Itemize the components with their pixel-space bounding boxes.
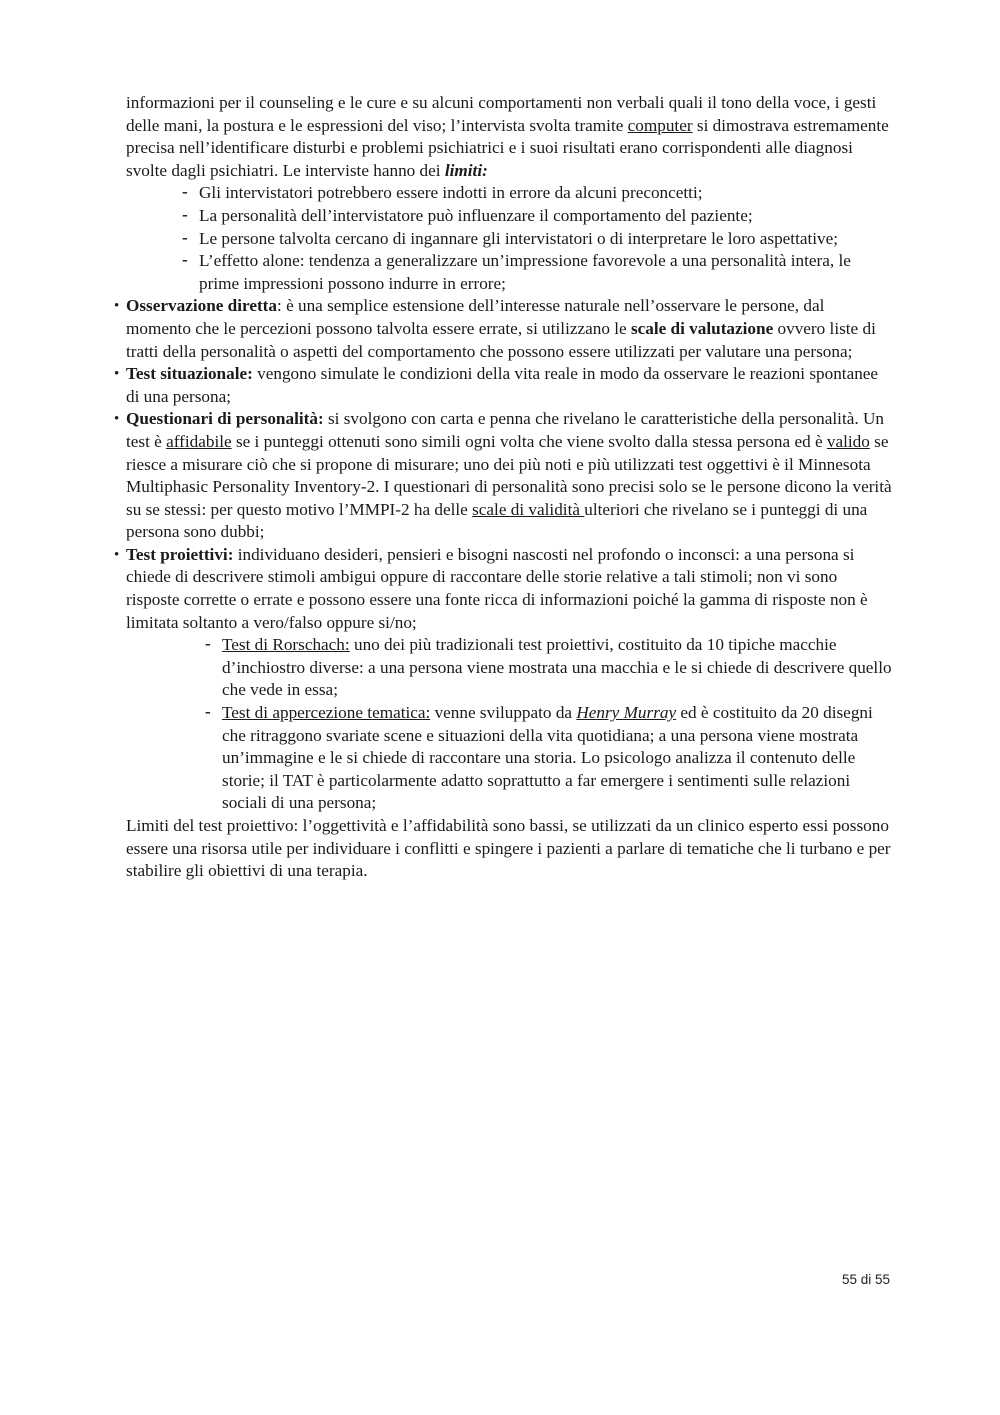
term-osservazione: Osservazione diretta [126,296,277,316]
bullet-test-proiettivi [126,544,892,634]
list-item: - La personalità dell’intervistatore può influenzare il comportamento del paziente; [199,205,892,228]
projective-tests-list [126,634,892,815]
questionari-text-1: si svolgono con carta e penna che rivelano le caratteristiche della personalità. Un test è [126,409,884,451]
scale-validita-link[interactable]: scale di validità [472,499,585,519]
rorschach-link[interactable]: Test di Rorschach: [222,635,350,655]
page-number: 55 di 55 [841,1272,890,1287]
term-situazionale: Test situazionale: [126,364,253,384]
tat-text-1: venne sviluppato da [430,703,577,723]
questionari-text-4: ulteriori che rivelano se i punteggi di una persona sono dubbi; [126,499,868,542]
document-body [126,92,892,883]
questionari-text-2: se i punteggi ottenuti sono simili ogni volta che viene svolto dalla stessa persona ed è [231,431,827,451]
projective-limits-paragraph: Limiti del test proiettivo: l’oggettività e l’affidabilità sono bassi, se utilizzati da un clinico esperto essi possono essere una risorsa utile per individuare i conflitti e spingere i pazienti a parlare di tematiche che li turbano e per stabilire gli obiettivi di una terapia. [126,816,891,881]
term-scale-valutazione: scale di valutazione [630,318,774,338]
bullet-test-situazionale [126,363,892,408]
bullet-questionari [126,408,892,544]
term-questionari: Questionari di personalità: [126,409,324,429]
intro-text-1: informazioni per il counseling e le cure e su alcuni comportamenti non verbali quali il tono della voce, i gesti delle mani, la postura e le espressioni del viso; l’intervista svolta tramite [126,93,877,135]
bullet-osservazione-diretta [126,295,892,363]
situazionale-text: vengono simulate le condizioni della vita reale in modo da osservare le reazioni spontanee di una persona; [126,364,879,406]
tat-text-2: ed è costituito da 20 disegni che ritraggono svariate scene e situazioni della vita quotidiana; a una persona viene mostrata un’immagine e le si chiede di raccontare una storia. Lo psicologo analizza il contenuto delle storie; il TAT è particolarmente adatto soprattutto a far emergere i sentimenti sulle relazioni sociali di una persona; [222,703,873,813]
list-item-tat [222,702,892,815]
rorschach-text: uno dei più tradizionali test proiettivi, costituito da 10 tipiche macchie d’inchiostro diverse: a una persona viene mostrata una macchia e le si chiede di descrivere quello che vede in essa; [222,635,892,700]
list-item: - L’effetto alone: tendenza a generalizzare un’impressione favorevole a una personalità intera, le prime impressioni possono indurre in errore; [199,250,892,295]
affidabile-link[interactable]: affidabile [166,431,232,451]
osservazione-text-1: : è una semplice estensione dell’interesse naturale nell’osservare le persone, dal momento che le percezioni possono talvolta essere errate, si utilizzano le [126,296,825,338]
intro-paragraph [126,92,892,182]
limiti-label: limiti: [444,160,488,180]
term-proiettivi: Test proiettivi: [126,544,234,564]
henry-murray-link[interactable]: Henry Murray [576,703,677,723]
assessment-methods-list [126,295,892,634]
proiettivi-text: individuano desideri, pensieri e bisogni nascosti nel profondo o inconsci: a una persona si chiede di descrivere stimoli ambigui oppure di raccontare delle storie relative a tali stimoli; non vi sono risposte corrette o errate e possono essere una fonte ricca di informazioni poiché la gamma di risposte non è limitata soltanto a vero/falso oppure si/no; [126,544,868,632]
tat-link[interactable]: Test di appercezione tematica: [222,703,431,723]
valido-link[interactable]: valido [826,431,870,451]
interview-limits-list [126,182,892,295]
intro-text-2: si dimostrava estremamente precisa nell’identificare disturbi e problemi psichiatrici e i suoi risultati erano corrispondenti alle diagnosi svolte dagli psichiatri. Le interviste hanno dei [126,115,889,180]
list-item: - Gli intervistatori potrebbero essere indotti in errore da alcuni preconcetti; [199,182,892,205]
questionari-text-3: se riesce a misurare ciò che si propone di misurare; uno dei più noti e più utilizzati test oggettivi è il Minnesota Multiphasic Personality Inventory-2. I questionari di personalità sono precisi solo se le persone dicono la verità su se stessi: per questo motivo l’MMPI-2 ha delle [126,431,892,519]
list-item: - Le persone talvolta cercano di ingannare gli intervistatori o di interpretare le loro aspettative; [199,228,892,251]
computer-link[interactable]: computer [627,115,693,135]
list-item-rorschach [222,634,892,702]
osservazione-text-2: ovvero liste di tratti della personalità o aspetti del comportamento che possono essere utilizzati per valutare una persona; [126,318,876,361]
